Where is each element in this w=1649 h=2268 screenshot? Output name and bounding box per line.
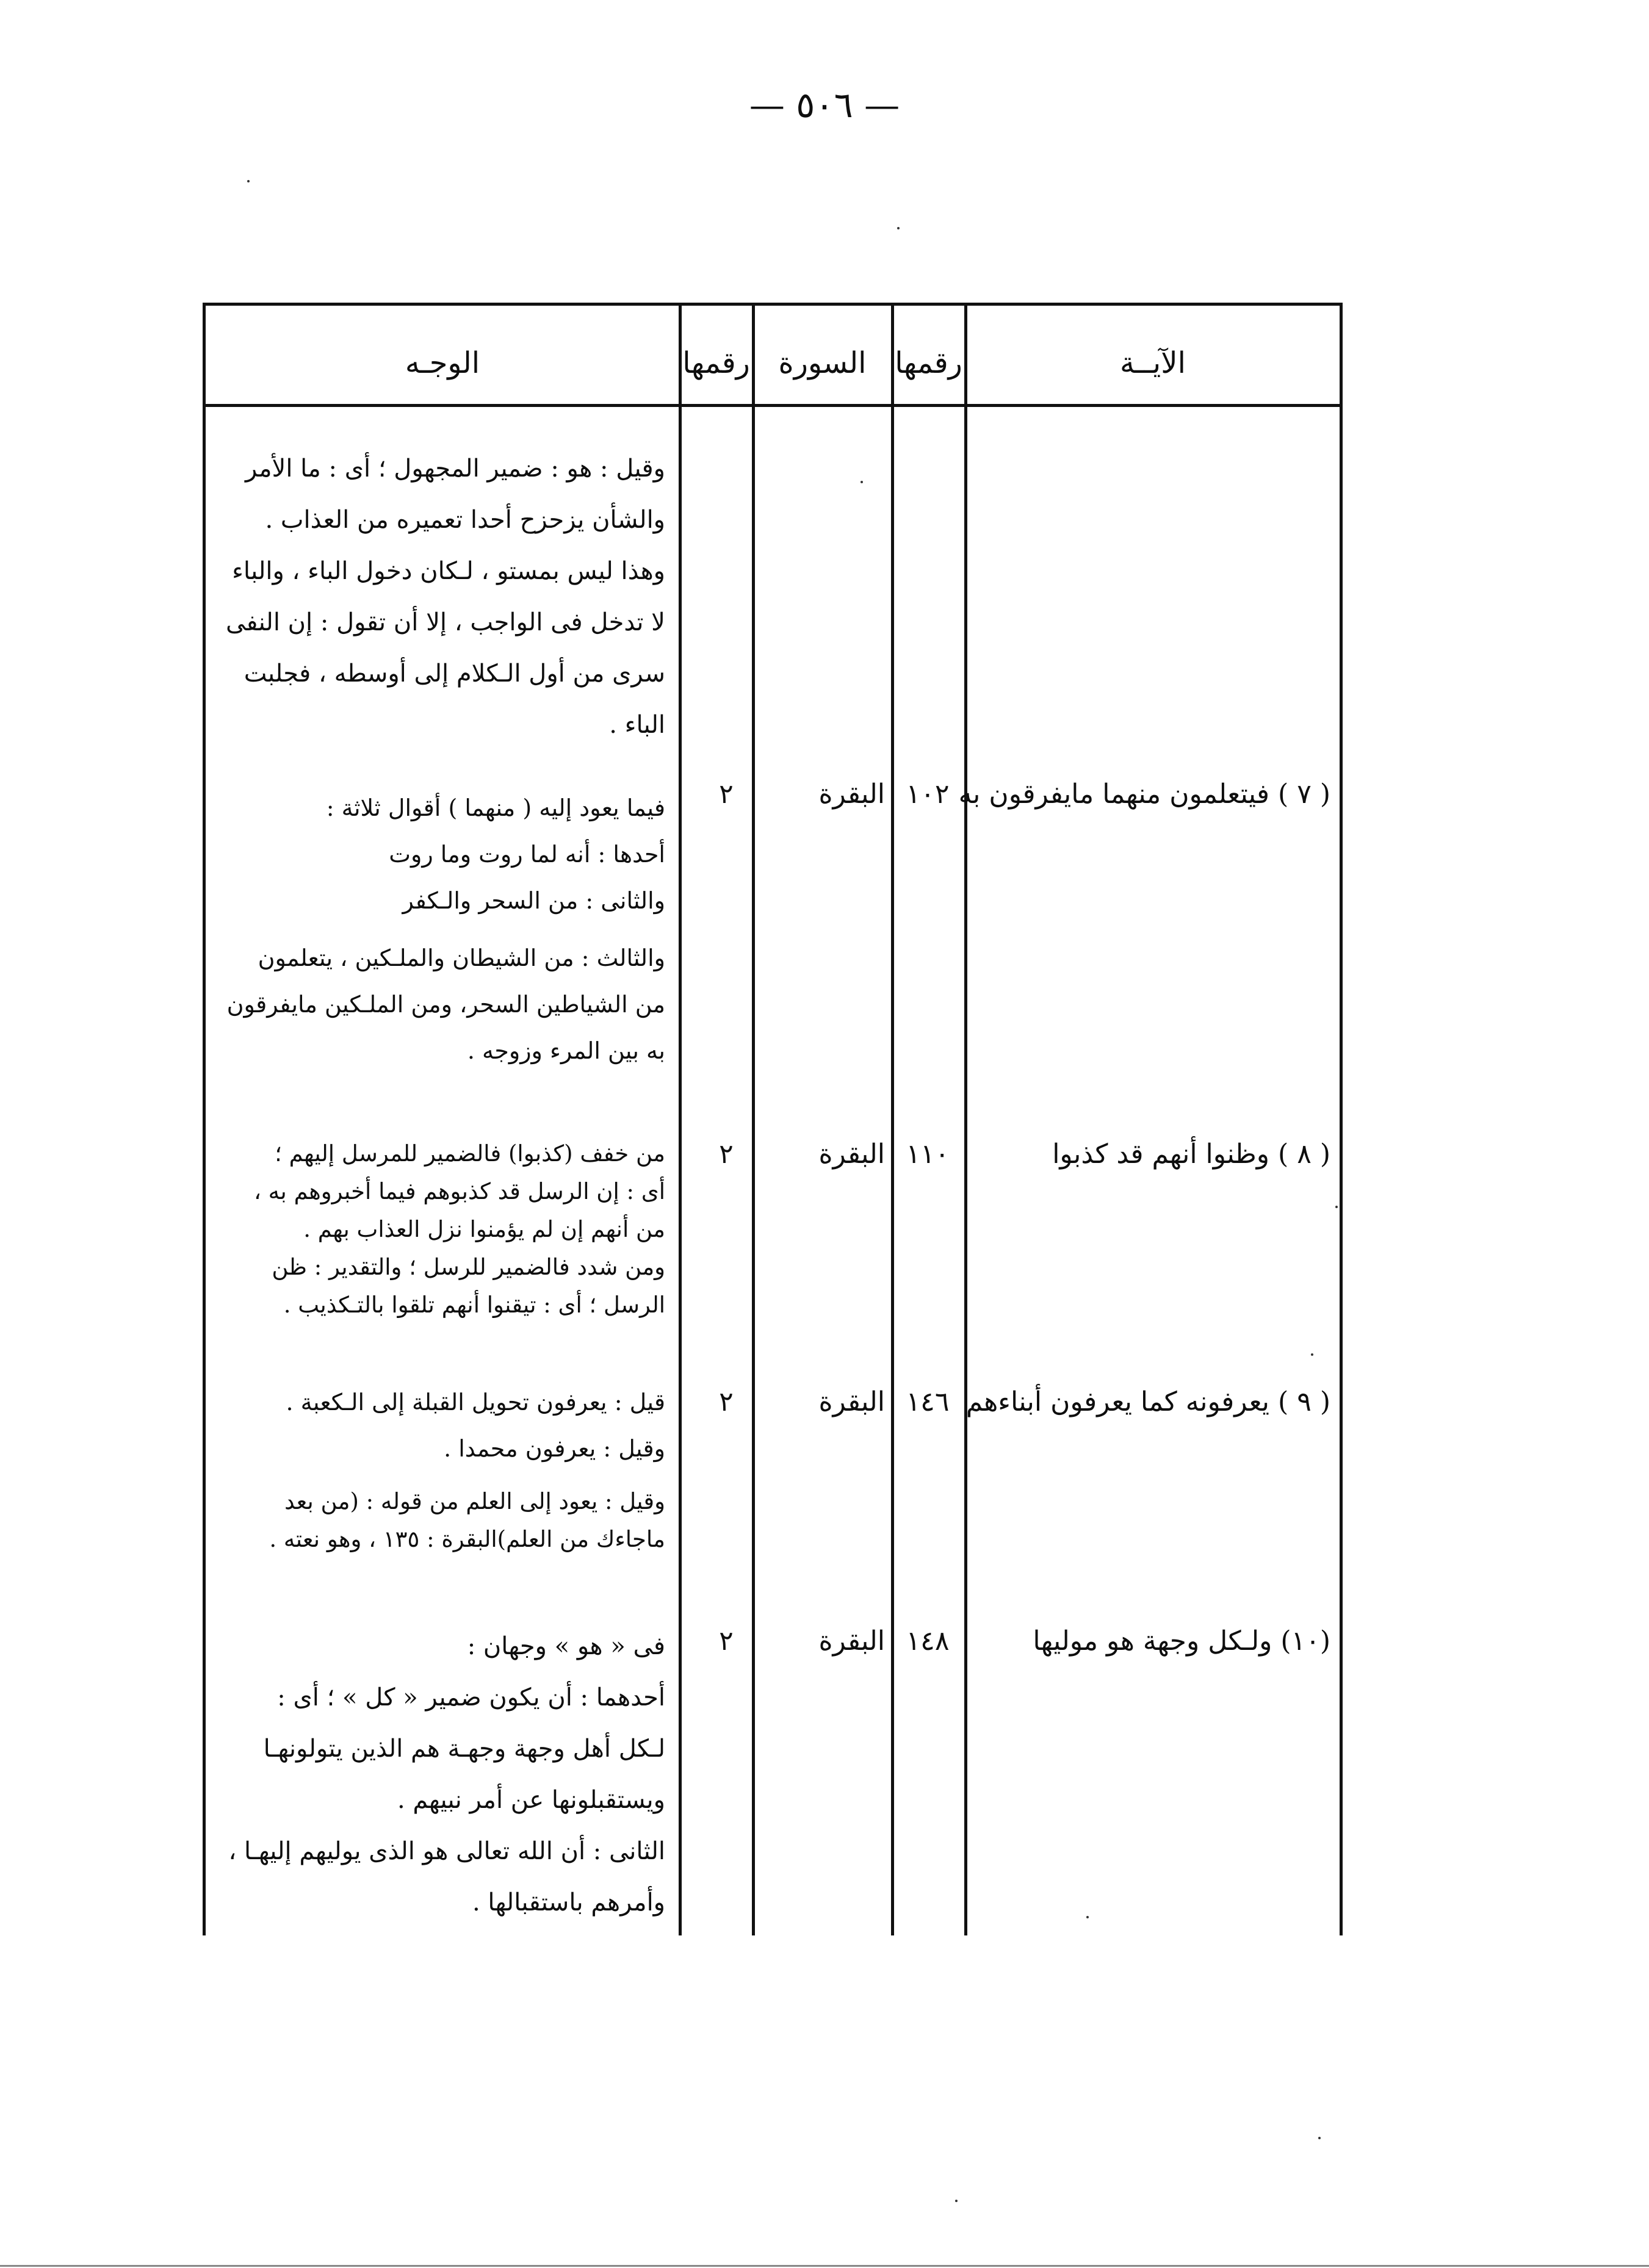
scan-speck bbox=[897, 227, 900, 229]
scan-speck bbox=[1318, 2137, 1321, 2139]
wajh-line: قيل : يعرفون تحويل القبلة إلى الـكعبة . bbox=[286, 1389, 665, 1416]
continuation-cell bbox=[217, 443, 665, 751]
wajh-line: والثانى : من السحر والـكفر bbox=[402, 887, 665, 914]
wajh-line: أى : إن الرسل قد كذبوهم فيما أخبروهم به ، bbox=[253, 1178, 665, 1204]
wajh-line: من أنهم إن لم يؤمنوا نزل العذاب بهم . bbox=[303, 1216, 665, 1242]
wajh-line: به بين المرء وزوجه . bbox=[467, 1037, 665, 1064]
wajh-line: أحدها : أنه لما روت وما روت bbox=[389, 841, 665, 868]
wajh-line: وأمرهم باستقبالها . bbox=[472, 1888, 665, 1917]
header-raqm1: رقمها bbox=[895, 346, 962, 380]
table-left-border bbox=[203, 303, 206, 1935]
wajh-line: أحدهما : أن يكون ضمير « كل » ؛ أى : bbox=[277, 1683, 665, 1712]
sura-number-cell: ٢ bbox=[719, 1625, 734, 1657]
scan-speck bbox=[955, 2200, 958, 2202]
wajh-line: الثانى : أن الله تعالى هو الذى يوليهم إليهـا ، bbox=[228, 1837, 665, 1865]
wajh-line: من الشياطين السحر، ومن الملـكين مايفرقون bbox=[226, 991, 665, 1018]
aya-cell: (١٠) ولـكل وجهة هو موليها bbox=[1033, 1625, 1330, 1657]
aya-number-cell: ١٤٨ bbox=[906, 1625, 950, 1657]
wajh-line: الباء . bbox=[609, 711, 665, 739]
wajh-cell bbox=[217, 785, 665, 1074]
wajh-line: ماجاءك من العلم)البقرة : ١٣٥ ، وهو نعته . bbox=[269, 1526, 665, 1552]
wajh-line: لا تدخل فى الواجب ، إلا أن تقول : إن النفى bbox=[226, 608, 665, 636]
scan-speck bbox=[1311, 1353, 1313, 1356]
header-bottom-border bbox=[203, 404, 1343, 407]
table-right-border bbox=[1340, 303, 1343, 1935]
wajh-line: فيما يعود إليه ( منهما ) أقوال ثلاثة : bbox=[326, 794, 665, 821]
scan-speck bbox=[247, 180, 250, 182]
wajh-line: من خفف (كذبوا) فالضمير للمرسل إليهم ؛ bbox=[275, 1140, 665, 1167]
wajh-cell bbox=[217, 1379, 665, 1558]
sura-cell: البقرة bbox=[818, 1386, 885, 1417]
wajh-cell bbox=[217, 1621, 665, 1928]
wajh-cell bbox=[217, 1135, 665, 1324]
wajh-line: وهذا ليس بمستو ، لـكان دخول الباء ، والباء bbox=[232, 557, 665, 585]
header-raqm2: رقمها bbox=[682, 346, 750, 380]
wajh-line: ويستقبلونها عن أمر نبيهم . bbox=[397, 1786, 665, 1814]
scan-speck bbox=[1335, 1206, 1338, 1208]
header-sura: السورة bbox=[778, 346, 867, 380]
wajh-line: لـكل أهل وجهة وجهـة هم الذين يتولونهـا bbox=[263, 1735, 665, 1763]
wajh-line: سرى من أول الـكلام إلى أوسطه ، فجلبت bbox=[244, 660, 665, 688]
wajh-line: ومن شدد فالضمير للرسل ؛ والتقدير : ظن bbox=[272, 1254, 665, 1280]
table-top-border bbox=[203, 303, 1343, 306]
column-divider bbox=[752, 303, 755, 1935]
sura-cell: البقرة bbox=[818, 779, 885, 810]
scan-edge bbox=[0, 2265, 1649, 2267]
wajh-line: وقيل : يعود إلى العلم من قوله : (من بعد bbox=[284, 1488, 665, 1514]
aya-number-cell: ١١٠ bbox=[906, 1139, 950, 1170]
header-aya: الآيــة bbox=[1120, 346, 1186, 380]
scan-speck bbox=[861, 481, 863, 483]
aya-number-cell: ١٤٦ bbox=[906, 1386, 950, 1417]
wajh-line: الرسل ؛ أى : تيقنوا أنهم تلقوا بالتـكذيب . bbox=[283, 1292, 665, 1318]
wajh-line: فى « هو » وجهان : bbox=[467, 1632, 665, 1660]
column-divider bbox=[679, 303, 682, 1935]
sura-cell: البقرة bbox=[818, 1139, 885, 1170]
scan-speck bbox=[1086, 1916, 1089, 1918]
aya-cell: ( ٨ ) وظنوا أنهم قد كذبوا bbox=[1052, 1139, 1330, 1170]
wajh-line: والثالث : من الشيطان والملـكين ، يتعلمون bbox=[258, 945, 665, 971]
wajh-line: والشأن يزحزح أحدا تعميره من العذاب . bbox=[265, 506, 665, 534]
column-divider bbox=[891, 303, 894, 1935]
aya-cell: ( ٧ ) فيتعلمون منهما مايفرقون به bbox=[958, 779, 1330, 810]
aya-number-cell: ١٠٢ bbox=[906, 779, 950, 810]
header-wajh: الوجـه bbox=[405, 346, 480, 380]
sura-number-cell: ٢ bbox=[719, 1386, 734, 1417]
column-divider bbox=[964, 303, 967, 1935]
sura-number-cell: ٢ bbox=[719, 1139, 734, 1170]
wajh-line: وقيل : هو : ضمير المجهول ؛ أى : ما الأمر bbox=[245, 455, 665, 483]
page-number: — ٥٠٦ — bbox=[749, 84, 900, 126]
sura-number-cell: ٢ bbox=[719, 779, 734, 810]
wajh-line: وقيل : يعرفون محمدا . bbox=[444, 1435, 665, 1462]
aya-cell: ( ٩ ) يعرفونه كما يعرفون أبناءهم bbox=[965, 1386, 1330, 1417]
sura-cell: البقرة bbox=[818, 1625, 885, 1657]
